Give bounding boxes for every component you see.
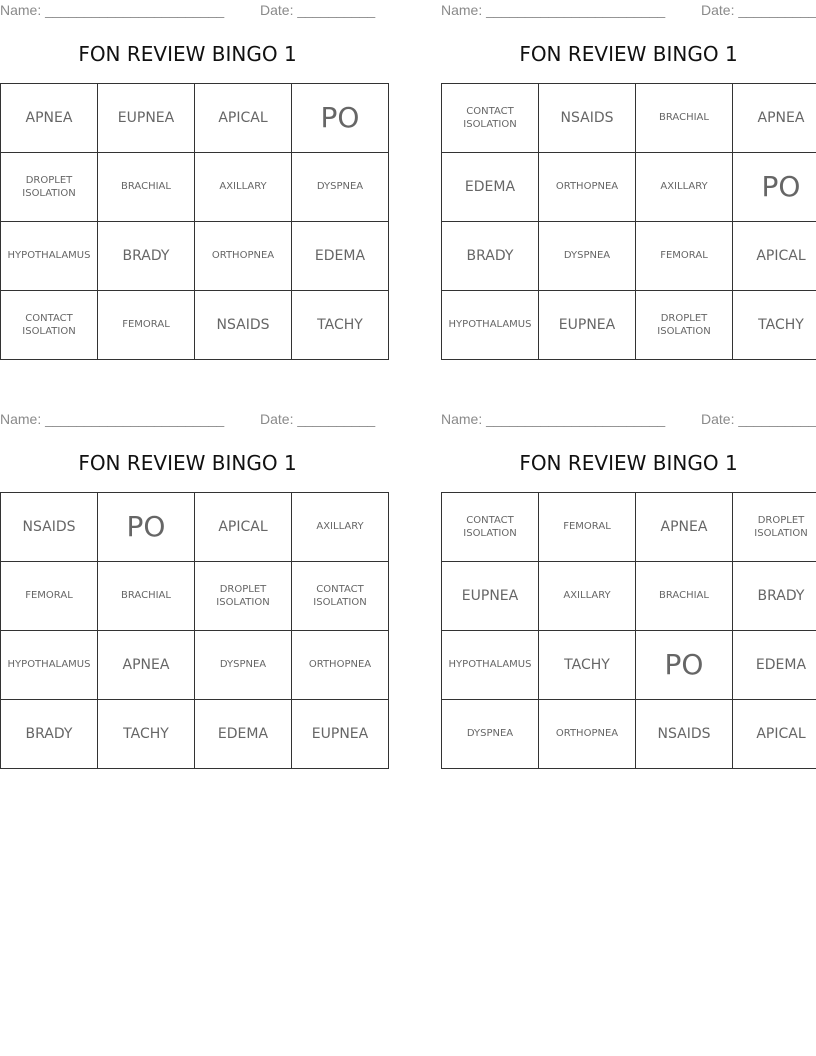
bingo-card-4 xyxy=(441,409,816,742)
grid-row xyxy=(442,153,816,222)
bingo-cell: CONTACT ISOLATION xyxy=(442,84,539,153)
grid-row xyxy=(1,222,389,291)
bingo-grid xyxy=(441,492,816,769)
date-line: Date: __________ xyxy=(260,2,376,18)
bingo-cell: AXILLARY xyxy=(195,153,292,222)
bingo-cell: APNEA xyxy=(636,493,733,562)
bingo-cell: AXILLARY xyxy=(539,562,636,631)
bingo-cell: DROPLET ISOLATION xyxy=(195,562,292,631)
bingo-cell: TACHY xyxy=(539,631,636,700)
bingo-cell: EUPNEA xyxy=(539,291,636,360)
date-line: Date: __________ xyxy=(701,2,816,18)
bingo-card-3 xyxy=(0,409,376,742)
bingo-cell: NSAIDS xyxy=(1,493,98,562)
bingo-cell: NSAIDS xyxy=(195,291,292,360)
date-line: Date: __________ xyxy=(701,411,816,427)
bingo-grid xyxy=(441,83,816,360)
bingo-cell: DROPLET ISOLATION xyxy=(733,493,816,562)
grid-row xyxy=(1,493,389,562)
grid-row xyxy=(1,84,389,153)
bingo-cell: EDEMA xyxy=(442,153,539,222)
bingo-cell: DROPLET ISOLATION xyxy=(1,153,98,222)
bingo-cell: EUPNEA xyxy=(98,84,195,153)
bingo-cell: EDEMA xyxy=(195,700,292,769)
name-date-row xyxy=(441,409,816,429)
bingo-cell: BRADY xyxy=(98,222,195,291)
bingo-grid xyxy=(0,492,389,769)
bingo-cell: BRACHIAL xyxy=(636,562,733,631)
bingo-cell: APNEA xyxy=(1,84,98,153)
bingo-cell: EUPNEA xyxy=(442,562,539,631)
bingo-cell: APNEA xyxy=(733,84,816,153)
bingo-cell: APICAL xyxy=(733,222,816,291)
grid-row xyxy=(1,700,389,769)
bingo-cell: BRACHIAL xyxy=(98,562,195,631)
name-date-row xyxy=(0,0,375,20)
bingo-cell: AXILLARY xyxy=(636,153,733,222)
bingo-card-1 xyxy=(0,0,376,337)
bingo-cell: DYSPNEA xyxy=(539,222,636,291)
bingo-cell: APICAL xyxy=(195,493,292,562)
bingo-cell: NSAIDS xyxy=(539,84,636,153)
bingo-cell: DROPLET ISOLATION xyxy=(636,291,733,360)
grid-row xyxy=(442,222,816,291)
bingo-cell: PO xyxy=(636,631,733,700)
bingo-card-2 xyxy=(441,0,816,337)
bingo-cell: ORTHOPNEA xyxy=(539,700,636,769)
bingo-cell: FEMORAL xyxy=(636,222,733,291)
bingo-cell: ORTHOPNEA xyxy=(292,631,389,700)
bingo-cell: DYSPNEA xyxy=(195,631,292,700)
bingo-cell: PO xyxy=(98,493,195,562)
name-line: Name: _______________________ xyxy=(0,411,225,427)
bingo-cell: TACHY xyxy=(733,291,816,360)
name-line: Name: _______________________ xyxy=(441,411,666,427)
bingo-cell: FEMORAL xyxy=(1,562,98,631)
date-line: Date: __________ xyxy=(260,411,376,427)
bingo-cell: TACHY xyxy=(98,700,195,769)
bingo-cell: FEMORAL xyxy=(98,291,195,360)
bingo-cell: CONTACT ISOLATION xyxy=(442,493,539,562)
grid-row xyxy=(442,84,816,153)
bingo-cell: HYPOTHALAMUS xyxy=(442,291,539,360)
bingo-cell: CONTACT ISOLATION xyxy=(1,291,98,360)
card-title: FON REVIEW BINGO 1 xyxy=(78,42,297,66)
bingo-cell: HYPOTHALAMUS xyxy=(1,631,98,700)
bingo-cell: PO xyxy=(292,84,389,153)
bingo-cell: ORTHOPNEA xyxy=(195,222,292,291)
bingo-cell: APICAL xyxy=(733,700,816,769)
grid-row xyxy=(442,493,816,562)
bingo-cell: TACHY xyxy=(292,291,389,360)
bingo-cell: EDEMA xyxy=(292,222,389,291)
bingo-cell: BRACHIAL xyxy=(636,84,733,153)
name-line: Name: _______________________ xyxy=(0,2,225,18)
grid-row xyxy=(442,291,816,360)
card-title: FON REVIEW BINGO 1 xyxy=(519,42,738,66)
bingo-cell: APNEA xyxy=(98,631,195,700)
bingo-cell: ORTHOPNEA xyxy=(539,153,636,222)
bingo-cell: FEMORAL xyxy=(539,493,636,562)
bingo-cell: HYPOTHALAMUS xyxy=(442,631,539,700)
bingo-grid xyxy=(0,83,389,360)
grid-row xyxy=(1,291,389,360)
bingo-cell: NSAIDS xyxy=(636,700,733,769)
bingo-cell: EUPNEA xyxy=(292,700,389,769)
bingo-cell: PO xyxy=(733,153,816,222)
name-line: Name: _______________________ xyxy=(441,2,666,18)
bingo-cell: BRADY xyxy=(1,700,98,769)
name-date-row xyxy=(0,409,375,429)
grid-row xyxy=(1,562,389,631)
bingo-cell: EDEMA xyxy=(733,631,816,700)
name-date-row xyxy=(441,0,816,20)
grid-row xyxy=(1,631,389,700)
bingo-cell: HYPOTHALAMUS xyxy=(1,222,98,291)
card-title: FON REVIEW BINGO 1 xyxy=(519,451,738,475)
bingo-cell: CONTACT ISOLATION xyxy=(292,562,389,631)
card-title: FON REVIEW BINGO 1 xyxy=(78,451,297,475)
grid-row xyxy=(442,631,816,700)
bingo-cell: BRADY xyxy=(442,222,539,291)
bingo-cell: DYSPNEA xyxy=(292,153,389,222)
bingo-cell: BRADY xyxy=(733,562,816,631)
grid-row xyxy=(442,562,816,631)
grid-row xyxy=(1,153,389,222)
grid-row xyxy=(442,700,816,769)
bingo-cell: DYSPNEA xyxy=(442,700,539,769)
bingo-cell: BRACHIAL xyxy=(98,153,195,222)
bingo-cell: AXILLARY xyxy=(292,493,389,562)
bingo-cell: APICAL xyxy=(195,84,292,153)
